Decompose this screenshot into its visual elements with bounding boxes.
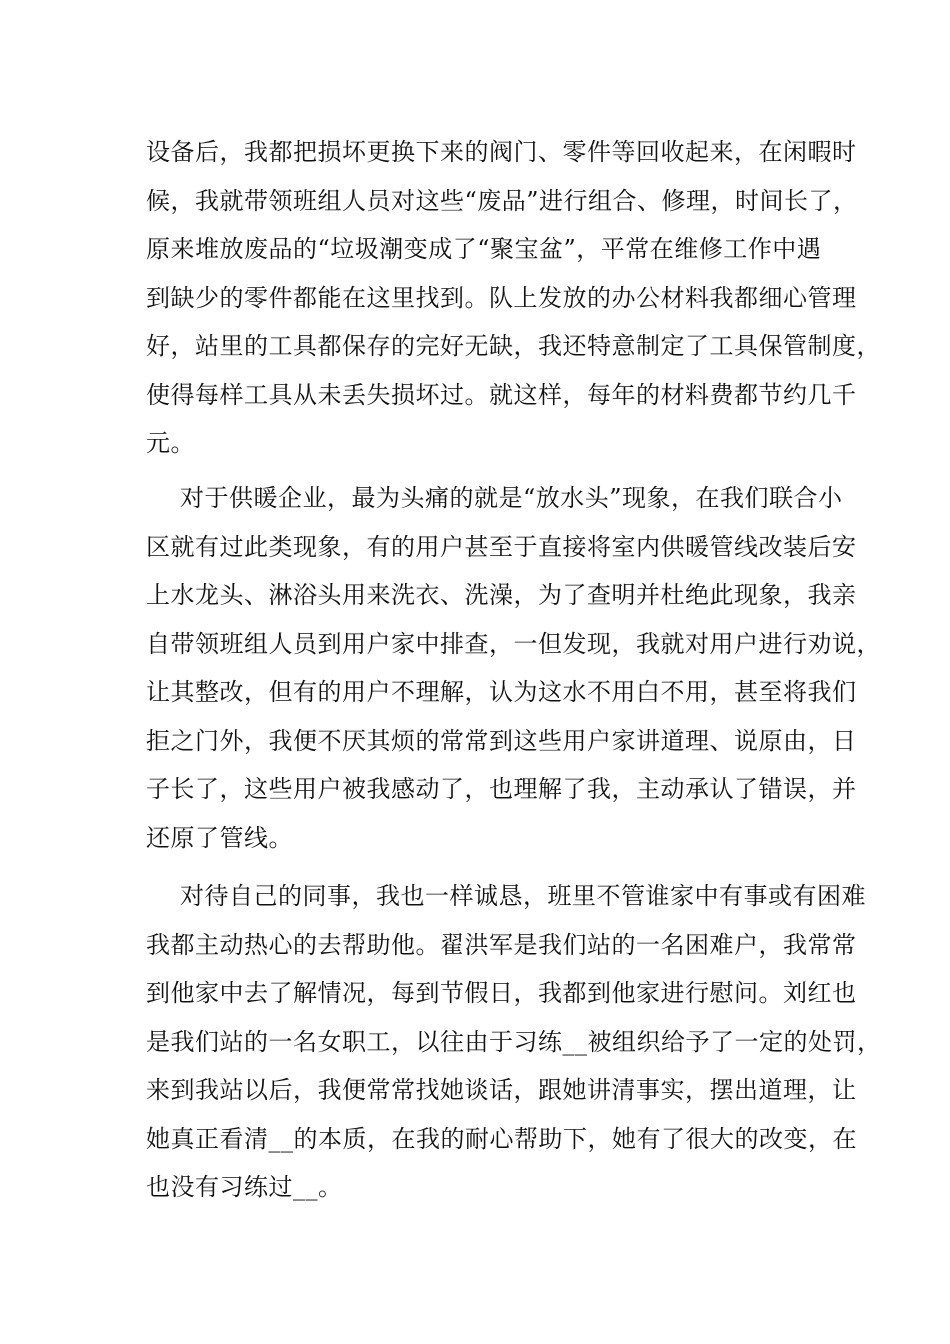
text-line: 到他家中去了解情况，每到节假日，我都到他家进行慰问。刘红也 bbox=[146, 979, 857, 1007]
text-line: 来到我站以后，我便常常找她谈话，跟她讲清事实，摆出道理，让 bbox=[146, 1076, 857, 1104]
paragraph-water-tap bbox=[146, 474, 881, 862]
text-line: 好，站里的工具都保存的完好无缺，我还特意制定了工具保管制度， bbox=[146, 332, 881, 360]
text-line: 拒之门外，我便不厌其烦的常常到这些用户家讲道理、说原由，日 bbox=[146, 726, 857, 755]
text-line: 区就有过此类现象，有的用户甚至于直接将室内供暖管线改装后安 bbox=[146, 532, 857, 561]
text-line: 对于供暖企业，最为头痛的就是“放水头”现象，在我们联合小 bbox=[180, 484, 843, 512]
text-line: 原来堆放废品的“垃圾潮变成了“聚宝盆”，平常在维修工作中遇 bbox=[146, 235, 822, 263]
text-line: 元。 bbox=[146, 429, 195, 457]
text-line: 我都主动热心的去帮助他。翟洪军是我们站的一名困难户，我常常 bbox=[146, 930, 857, 959]
text-line: 子长了，这些用户被我感动了，也理解了我，主动承认了错误，并 bbox=[146, 775, 857, 803]
text-line: 对待自己的同事，我也一样诚恳，班里不管谁家中有事或有困难 bbox=[180, 882, 866, 910]
paragraph-colleagues bbox=[146, 872, 882, 1212]
text-line: 是我们站的一名女职工，以往由于习练__被组织给予了一定的处罚， bbox=[146, 1027, 882, 1056]
text-line: 设备后，我都把损坏更换下来的阀门、零件等回收起来，在闲暇时 bbox=[146, 138, 857, 166]
paragraph-materials bbox=[146, 128, 881, 468]
text-line: 让其整改，但有的用户不理解，认为这水不用白不用，甚至将我们 bbox=[146, 678, 857, 706]
text-line: 上水龙头、淋浴头用来洗衣、洗澡，为了查明并杜绝此现象，我亲 bbox=[146, 581, 857, 609]
text-line: 自带领班组人员到用户家中排查，一但发现，我就对用户进行劝说， bbox=[146, 629, 881, 658]
text-line: 也没有习练过__。 bbox=[146, 1173, 343, 1201]
text-line: 还原了管线。 bbox=[146, 823, 293, 852]
text-line: 到缺少的零件都能在这里找到。队上发放的办公材料我都细心管理 bbox=[146, 283, 857, 312]
text-line: 她真正看清__的本质，在我的耐心帮助下，她有了很大的改变，在 bbox=[146, 1124, 857, 1153]
text-line: 使得每样工具从未丢失损坏过。就这样，每年的材料费都节约几千 bbox=[146, 380, 857, 409]
text-line: 候，我就带领班组人员对这些“废品”进行组合、修理，时间长了， bbox=[146, 186, 858, 215]
